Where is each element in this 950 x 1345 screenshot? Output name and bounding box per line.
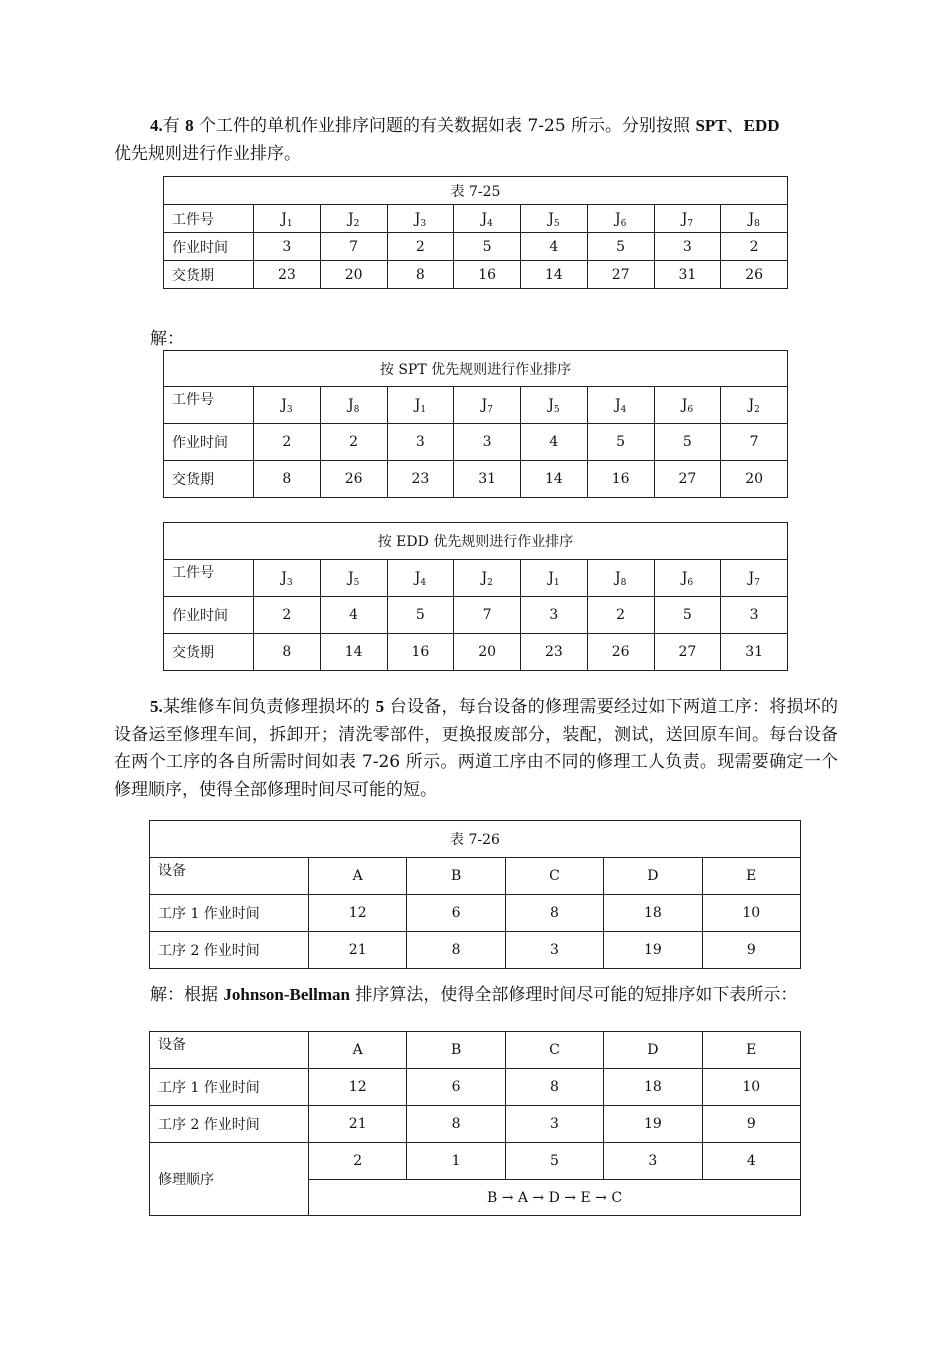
table-cell: 27 [654, 461, 721, 498]
table-cell: $J_5$ [320, 560, 387, 597]
table-cell: 4 [320, 597, 387, 634]
table-cell: $J_8$ [587, 560, 654, 597]
table-row-due [164, 261, 788, 289]
table-cell: 4 [521, 233, 588, 261]
table-cell: $J_5$ [521, 205, 588, 233]
table-cell: 21 [309, 1106, 407, 1143]
table-cell: $J_4$ [454, 205, 521, 233]
table-row-step2 [150, 1106, 801, 1143]
table-cell: 9 [702, 1106, 800, 1143]
row-label: 设备 [150, 1032, 309, 1069]
table-cell: 4 [521, 424, 588, 461]
table-cell: 27 [587, 261, 654, 289]
row-label: 作业时间 [164, 424, 254, 461]
table-cell: $J_2$ [721, 387, 788, 424]
table-cell: 1 [407, 1143, 505, 1180]
table-cell: 3 [505, 1106, 603, 1143]
table-cell: 3 [721, 597, 788, 634]
table-cell: 12 [309, 895, 407, 932]
table-cell: 14 [521, 461, 588, 498]
table-row-time [164, 597, 788, 634]
row-label: 作业时间 [164, 233, 254, 261]
table-cell: $J_4$ [387, 560, 454, 597]
table-row-time [164, 424, 788, 461]
table-cell: $J_5$ [521, 387, 588, 424]
table-cell: 14 [320, 634, 387, 671]
table-cell: E [702, 1032, 800, 1069]
table-cell: $J_1$ [521, 560, 588, 597]
table-cell: 20 [320, 261, 387, 289]
table-cell: 20 [721, 461, 788, 498]
table-cell: 10 [702, 1069, 800, 1106]
table-cell: 7 [320, 233, 387, 261]
table-row-device [150, 858, 801, 895]
table-cell: 31 [654, 261, 721, 289]
table-cell: 23 [254, 261, 321, 289]
table-7-26 [149, 820, 801, 969]
table-cell: B [407, 1032, 505, 1069]
table-cell: 16 [587, 461, 654, 498]
table-cell: 21 [309, 932, 407, 969]
row-label: 工序 2 作业时间 [150, 1106, 309, 1143]
table-row-step1 [150, 1069, 801, 1106]
row-label: 工件号 [164, 387, 254, 424]
table-row-due [164, 634, 788, 671]
table-cell: 2 [254, 424, 321, 461]
table-cell: 2 [387, 233, 454, 261]
table-cell: 18 [604, 895, 702, 932]
table-cell: 3 [604, 1143, 702, 1180]
table-cell: 19 [604, 1106, 702, 1143]
table-cell: 3 [521, 597, 588, 634]
table-cell: $J_4$ [587, 387, 654, 424]
table-caption: 表 7-25 [164, 177, 788, 205]
table-cell: 26 [587, 634, 654, 671]
table-cell: $J_7$ [454, 387, 521, 424]
table-cell: 8 [254, 461, 321, 498]
table-cell: $J_7$ [721, 560, 788, 597]
table-cell: 5 [587, 233, 654, 261]
table-cell: 31 [454, 461, 521, 498]
table-caption: 表 7-26 [150, 821, 801, 858]
solution5-paragraph: 解：根据 Johnson-Bellman 排序算法，使得全部修理时间尽可能的短排序如下表所示： [150, 985, 798, 1005]
table-cell: $J_8$ [721, 205, 788, 233]
table-cell: 5 [654, 424, 721, 461]
table-cell: 23 [387, 461, 454, 498]
table-cell: 5 [654, 597, 721, 634]
table-cell: 2 [254, 597, 321, 634]
table-cell: 18 [604, 1069, 702, 1106]
table-cell: 3 [654, 233, 721, 261]
repair-sequence: B → A → D → E → C [309, 1180, 801, 1216]
table-cell: 16 [387, 634, 454, 671]
row-label: 交货期 [164, 634, 254, 671]
table-cell: C [505, 1032, 603, 1069]
table-cell: 7 [454, 597, 521, 634]
result-table [149, 1031, 801, 1216]
table-cell: 10 [702, 895, 800, 932]
table-cell: 3 [387, 424, 454, 461]
table-caption: 按 SPT 优先规则进行作业排序 [164, 351, 788, 387]
table-cell: D [604, 858, 702, 895]
table-row-time [164, 233, 788, 261]
problem5-paragraph: 5.某维修车间负责修理损坏的 5 台设备，每台设备的修理需要经过如下两道工序：将损坏的设备运至修理车间，拆卸开；清洗零部件，更换报废部分，装配，测试，送回原车间。每台设备在两个工序的各自所需时间如表 7-26 所示。两道工序由不同的修理工人负责。现需要确定一个修理顺序，使得全部修理时间尽可能的短。 [114, 697, 839, 800]
table-cell: 5 [587, 424, 654, 461]
table-row-job [164, 560, 788, 597]
table-row-job [164, 205, 788, 233]
table-row-job [164, 387, 788, 424]
table-cell: 9 [702, 932, 800, 969]
row-label: 交货期 [164, 461, 254, 498]
edd-table [163, 522, 788, 671]
table-cell: 12 [309, 1069, 407, 1106]
row-label: 工序 2 作业时间 [150, 932, 309, 969]
table-row-step2 [150, 932, 801, 969]
table-7-25 [163, 176, 788, 289]
table-cell: A [309, 1032, 407, 1069]
table-cell: $J_6$ [654, 560, 721, 597]
solution-label: 解： [150, 329, 184, 349]
table-cell: $J_6$ [587, 205, 654, 233]
row-label: 工序 1 作业时间 [150, 895, 309, 932]
table-cell: B [407, 858, 505, 895]
row-label: 工序 1 作业时间 [150, 1069, 309, 1106]
table-row-device [150, 1032, 801, 1069]
table-cell: 8 [505, 1069, 603, 1106]
spt-table [163, 350, 788, 498]
table-cell: 8 [254, 634, 321, 671]
table-cell: 2 [320, 424, 387, 461]
problem4-paragraph: 4.有 8 个工件的单机作业排序问题的有关数据如表 7-25 所示。分别按照 SPT、EDD 优先规则进行作业排序。 [114, 116, 780, 164]
table-cell: E [702, 858, 800, 895]
row-label: 交货期 [164, 261, 254, 289]
table-cell: 7 [721, 424, 788, 461]
table-cell: 31 [721, 634, 788, 671]
table-cell: C [505, 858, 603, 895]
table-cell: 4 [702, 1143, 800, 1180]
row-label: 修理顺序 [150, 1143, 309, 1216]
table-row-order [150, 1143, 801, 1180]
table-cell: 2 [309, 1143, 407, 1180]
table-caption: 按 EDD 优先规则进行作业排序 [164, 523, 788, 560]
table-cell: 26 [721, 261, 788, 289]
table-cell: 2 [587, 597, 654, 634]
table-cell: 8 [505, 895, 603, 932]
table-cell: $J_3$ [254, 387, 321, 424]
table-cell: 27 [654, 634, 721, 671]
table-row-due [164, 461, 788, 498]
row-label: 作业时间 [164, 597, 254, 634]
table-cell: 3 [505, 932, 603, 969]
row-label: 工件号 [164, 560, 254, 597]
table-cell: 23 [521, 634, 588, 671]
table-cell: 2 [721, 233, 788, 261]
table-cell: $J_2$ [454, 560, 521, 597]
table-cell: 8 [407, 932, 505, 969]
table-cell: $J_1$ [254, 205, 321, 233]
table-cell: 5 [387, 597, 454, 634]
table-cell: $J_3$ [254, 560, 321, 597]
table-cell: 6 [407, 1069, 505, 1106]
table-cell: 5 [505, 1143, 603, 1180]
table-cell: $J_8$ [320, 387, 387, 424]
table-cell: 16 [454, 261, 521, 289]
table-cell: $J_7$ [654, 205, 721, 233]
table-cell: $J_6$ [654, 387, 721, 424]
table-cell: 26 [320, 461, 387, 498]
table-cell: 14 [521, 261, 588, 289]
table-cell: 3 [454, 424, 521, 461]
table-cell: A [309, 858, 407, 895]
table-cell: 19 [604, 932, 702, 969]
table-cell: $J_1$ [387, 387, 454, 424]
table-row-step1 [150, 895, 801, 932]
table-cell: D [604, 1032, 702, 1069]
row-label: 设备 [150, 858, 309, 895]
table-cell: 8 [387, 261, 454, 289]
table-cell: 20 [454, 634, 521, 671]
table-cell: 5 [454, 233, 521, 261]
table-cell: $J_2$ [320, 205, 387, 233]
table-cell: $J_3$ [387, 205, 454, 233]
table-cell: 3 [254, 233, 321, 261]
table-cell: 6 [407, 895, 505, 932]
row-label: 工件号 [164, 205, 254, 233]
table-cell: 8 [407, 1106, 505, 1143]
